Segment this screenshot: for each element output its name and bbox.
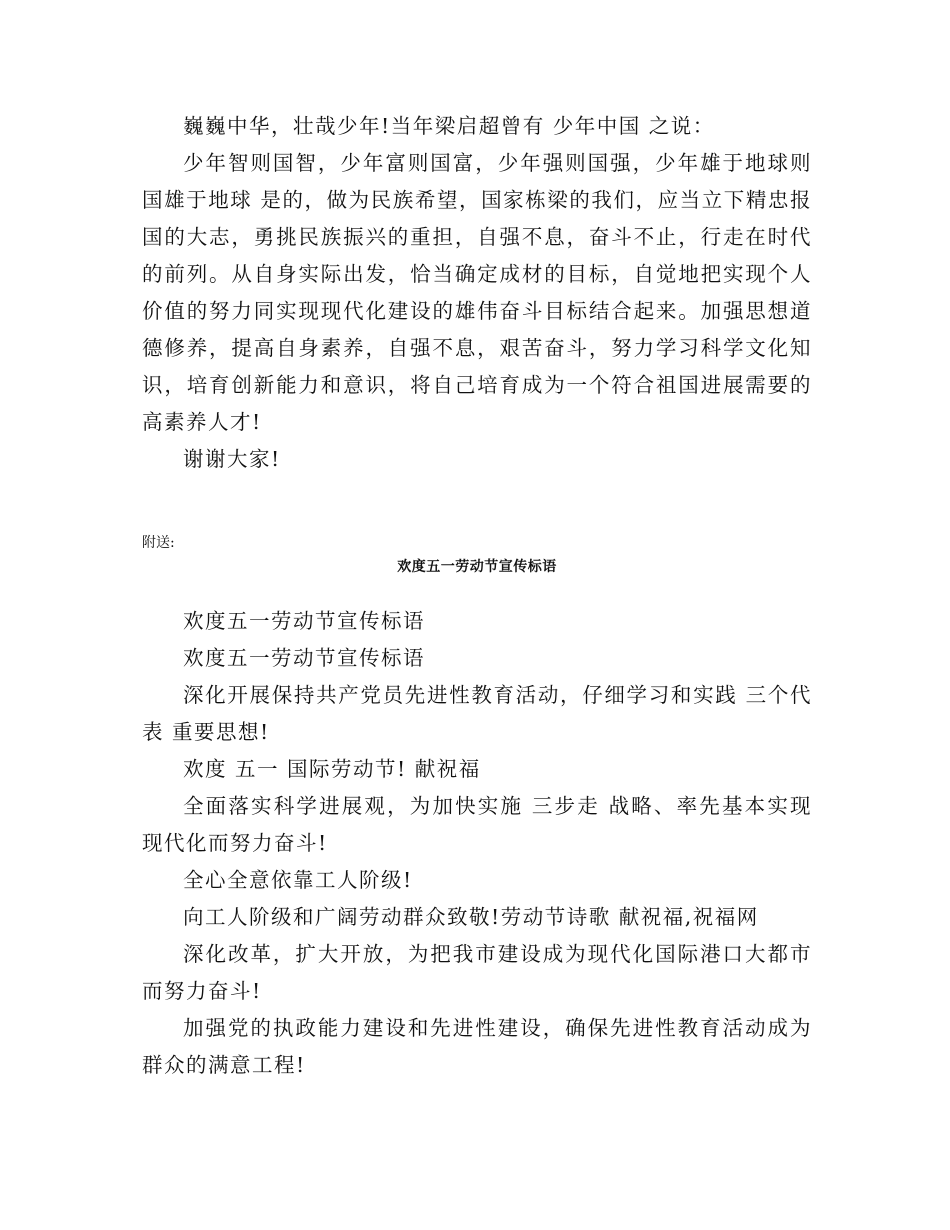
- appendix-section: [142, 531, 812, 1084]
- slogan-paragraph: 深化开展保持共产党员先进性教育活动，仔细学习和实践 三个代表 重要思想!: [142, 683, 812, 744]
- section-gap: [142, 478, 812, 531]
- slogan-paragraph: 全面落实科学进展观，为加快实施 三步走 战略、率先基本实现现代化而努力奋斗!: [142, 794, 812, 855]
- slogan-paragraph: 加强党的执政能力建设和先进性建设，确保先进性教育活动成为群众的满意工程!: [142, 1016, 812, 1077]
- slogan-paragraph: 欢度五一劳动节宣传标语: [183, 609, 425, 633]
- slogan-paragraph: 欢度五一劳动节宣传标语: [183, 646, 425, 670]
- slogan-paragraph: 深化改革，扩大开放，为把我市建设成为现代化国际港口大都市而努力奋斗!: [142, 942, 812, 1003]
- speech-paragraph: 少年智则国智，少年富则国富，少年强则国强，少年雄于地球则国雄于地球 是的，做为民族希望，国家栋梁的我们，应当立下精忠报国的大志，勇挑民族振兴的重担，自强不息，奋斗不止，行走在时代的前列。从自身实际出发，恰当确定成材的目标，自觉地把实现个人价值的努力同实现现代化建设的雄伟奋斗目标结合起来。加强思想道德修养，提高自身素养，自强不息，艰苦奋斗，努力学习科学文化知识，培育创新能力和意识，将自己培育成为一个符合祖国进展需要的高素养人才!: [142, 151, 812, 434]
- slogan-paragraph: 全心全意依靠工人阶级!: [183, 868, 413, 892]
- appendix-title: 欢度五一劳动节宣传标语: [397, 559, 557, 575]
- speech-paragraph: 谢谢大家!: [183, 447, 281, 471]
- appendix-label: 附送:: [142, 535, 175, 551]
- document-body: [142, 108, 812, 1084]
- speech-paragraph: 巍巍中华，壮哉少年!当年梁启超曾有 少年中国 之说：: [183, 114, 715, 138]
- slogan-paragraph: 欢度 五一 国际劳动节! 献祝福: [183, 757, 481, 781]
- slogan-paragraph: 向工人阶级和广阔劳动群众致敬!劳动节诗歌 献祝福,祝福网: [183, 905, 759, 929]
- speech-section: [142, 108, 812, 478]
